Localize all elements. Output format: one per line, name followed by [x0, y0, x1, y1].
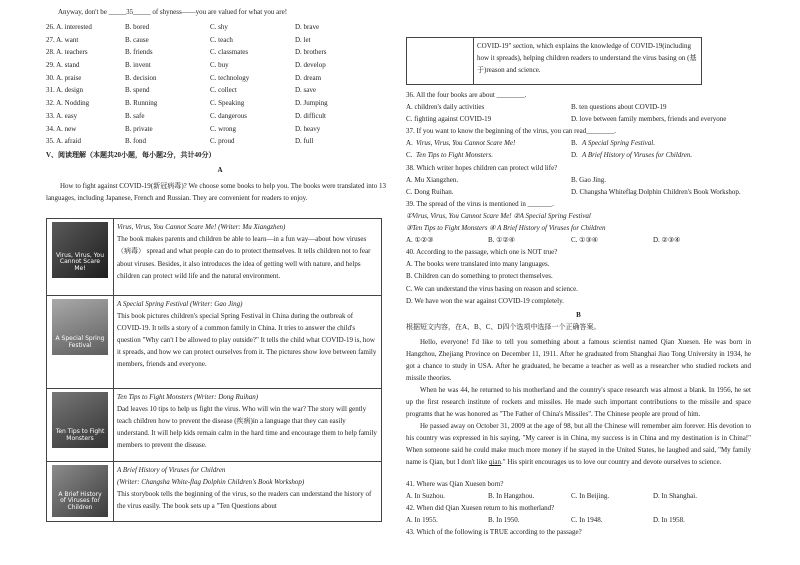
- passage-b-paragraph-2: When he was 44, he returned to his motherland and the country's space research was almost a blank. In 1956, he set up the first research institute of rockets and missiles. He made such important contributions to the missile and space programs that he was honored as "The Father of China's Missiles". The Chinese people are proud of him.: [406, 386, 751, 419]
- book-cover-image: A Special Spring Festival: [52, 299, 108, 355]
- cloze-option-row: [44, 99, 396, 112]
- book-row: [47, 296, 382, 389]
- passage-a-label: A: [217, 166, 223, 174]
- option-d: D. We have won the war against COVID-19 completely.: [406, 296, 564, 305]
- option-b: B. In Hangzhou.: [488, 492, 535, 501]
- option-c: C. buy: [210, 61, 229, 70]
- option-b: B. friends: [125, 48, 153, 57]
- book-cover-image: A Brief History of Viruses for Children: [52, 465, 108, 517]
- option-c: Ten Tips to Fight Monsters.: [416, 151, 493, 160]
- option-d: D. In Shanghai.: [653, 492, 697, 501]
- option-a: 33. A. easy: [46, 111, 78, 120]
- option-b: B. spend: [125, 86, 150, 95]
- questions-36-40: [406, 91, 751, 309]
- option-c: C. technology: [210, 73, 250, 82]
- passage-b-instructions: 根据短文内容，在A、B、C、D四个选项中选择一个正确答案。: [406, 323, 601, 331]
- book-desc-cell: [114, 296, 382, 389]
- option-d: D. love between family members, friends and everyone: [571, 115, 727, 124]
- questions-41-43: [406, 480, 751, 540]
- option-a: 26. A. interested: [46, 23, 92, 31]
- book-desc-cell: [474, 38, 702, 85]
- option-b-label: B.: [571, 139, 578, 148]
- option-a: 28. A. teachers: [46, 48, 88, 57]
- cloze-option-row: [44, 137, 396, 150]
- option-c: C. In 1948.: [571, 516, 603, 525]
- book-cover-image: Ten Tips to Fight Monsters: [52, 392, 108, 448]
- section-title: V、阅读理解（本题共20小题，每小题2分，共计40分）: [46, 151, 216, 159]
- question-38: 38. Which writer hopes children can protect wild life?: [406, 163, 558, 172]
- option-d: D. In 1958.: [653, 516, 685, 525]
- question-37: 37. If you want to know the beginning of the virus, you can read________.: [406, 127, 616, 136]
- book-text: This storybook tells the beginning of the virus, so the readers can understand the history of the virus easily. The book sets up a "Ten Questions about: [117, 490, 372, 511]
- book-desc-cell: [114, 462, 382, 522]
- option-c: C. Speaking: [210, 99, 245, 108]
- option-b: B. safe: [125, 111, 145, 120]
- option-a: 32. A. Nodding: [46, 99, 90, 108]
- option-d: D. brave: [295, 23, 320, 31]
- option-c: C. shy: [210, 23, 228, 31]
- book-writer: (Writer: Changsha White-flag Dolphin Children's Book Workshop): [117, 478, 305, 487]
- cloze-option-row: [44, 112, 396, 125]
- option-d-label: D.: [571, 151, 578, 160]
- question-42: 42. When did Qian Xuesen return to his motherland?: [406, 504, 555, 513]
- option-d: D. develop: [295, 61, 326, 70]
- cloze-option-row: [44, 36, 396, 49]
- question-43: 43. Which of the following is TRUE according to the passage?: [406, 528, 582, 537]
- cloze-option-row: [44, 23, 396, 36]
- book-title: A Special Spring Festival (Writer: Gao Jing): [117, 300, 243, 308]
- option-c: C. dangerous: [210, 111, 247, 120]
- book-desc-cell: [114, 389, 382, 462]
- option-c: C. proud: [210, 137, 235, 146]
- option-a: A. children's daily activities: [406, 103, 485, 112]
- option-b: B. Children can do something to protect themselves.: [406, 272, 553, 281]
- book-cover-cell: [407, 38, 474, 85]
- cloze-option-row: [44, 86, 396, 99]
- book-cover-cell: [47, 219, 114, 296]
- book-title: Virus, Virus, You Cannot Scare Me! (Writer: Mu Xiangzhen): [117, 223, 286, 231]
- option-b: B. Gao Jing.: [571, 175, 606, 184]
- book-row: [47, 389, 382, 462]
- book-title: A Brief History of Viruses for Children: [117, 466, 226, 474]
- passage-a-intro: How to fight against COVID-19(新冠病毒)? We choose some books to help you. The books were translated into 13 languages, including Japanese, French and Russian. They are convenient for readers to enjoy.: [46, 182, 386, 202]
- option-d: D. brothers: [295, 48, 327, 57]
- option-a: Virus, Virus, You Cannot Scare Me!: [416, 139, 516, 148]
- cloze-options: [44, 23, 396, 150]
- option-c: C. classmates: [210, 48, 249, 57]
- passage-b-paragraph-1: Hello, everyone! I'd like to tell you something about a famous scientist named Qian Xuesen. He was born in Hangzhou, Zhejiang Province on December 11, 1911. After he graduated from Shanghai Jiao Tong University in 1934, he got a chance to study in USA. After he graduated, he became a teacher as well as a researcher who studied rockets and missile theories.: [406, 338, 751, 383]
- option-a: 29. A. stand: [46, 61, 80, 70]
- book-desc-cell: [114, 219, 382, 296]
- option-a: 31. A. design: [46, 86, 83, 95]
- option-b: B. cause: [125, 35, 149, 44]
- cloze-option-row: [44, 48, 396, 61]
- option-c: C. Dong Ruihan.: [406, 187, 454, 196]
- option-d: D. let: [295, 35, 311, 44]
- option-d: D. difficult: [295, 111, 326, 120]
- option-c: C. wrong: [210, 124, 237, 133]
- option-b: B. ①②④: [488, 236, 515, 245]
- option-c: C. In Beijing.: [571, 492, 610, 501]
- option-c: C. ①③④: [571, 236, 598, 245]
- books-table: [46, 218, 382, 522]
- option-c: C. teach: [210, 35, 233, 44]
- option-d: D. full: [295, 137, 314, 146]
- book-row: [47, 219, 382, 296]
- option-a: 35. A. afraid: [46, 137, 81, 146]
- book-text: The book makes parents and children be able to learn—in a fun way—about how viruses（病毒） spread and what people can do to protect themselves. It tells children not to fear about viruses. Besides, it also introduces the idea of getting well with nature, and helps children can protect wild life and the natural environment.: [117, 235, 371, 280]
- option-b: B. Running: [125, 99, 158, 108]
- option-b: B. In 1950.: [488, 516, 520, 525]
- option-a: A. Mu Xiangzhen.: [406, 175, 459, 184]
- question-39-list: ①Virus, Virus, You Cannot Scare Me! ②A Special Spring Festival: [406, 211, 591, 220]
- book-cover-image: Virus, Virus, You Cannot Scare Me!: [52, 222, 108, 278]
- underlined-word: qian: [488, 458, 501, 467]
- cloze-option-row: [44, 125, 396, 138]
- book-cover-cell: [47, 462, 114, 522]
- option-b: B. ten questions about COVID-19: [571, 103, 667, 112]
- question-40: 40. According to the passage, which one is NOT true?: [406, 248, 558, 257]
- option-b: B. bored: [125, 23, 150, 31]
- option-a: A. In 1955.: [406, 516, 438, 525]
- book-text: Dad leaves 10 tips to help us fight the virus. Who will win the war? The story will gently teach children how to prevent the disease (疾病)in a language that they can easily understand. It will help kids remain calm in the hard time and encourage them to help family members to prevent the disease.: [117, 405, 377, 450]
- book-title: Ten Tips to Fight Monsters (Writer: Dong Ruihan): [117, 393, 259, 401]
- passage-b-label: B: [576, 311, 581, 319]
- books-table-continued: [406, 37, 702, 85]
- option-c-label: C.: [406, 151, 413, 160]
- option-a: A. The books were translated into many languages.: [406, 260, 550, 269]
- option-b: B. decision: [125, 73, 157, 82]
- option-d: A Brief History of Viruses for Children.: [582, 151, 693, 160]
- question-36: 36. All the four books are about ________.: [406, 91, 527, 99]
- option-b: B. fond: [125, 137, 146, 146]
- option-a: A. In Suzhou.: [406, 492, 445, 501]
- option-a: 27. A. want: [46, 35, 79, 44]
- option-b: B. private: [125, 124, 153, 133]
- option-a-label: A.: [406, 139, 413, 148]
- option-a: 34. A. new: [46, 124, 77, 133]
- option-b: B. invent: [125, 61, 151, 70]
- option-c: C. collect: [210, 86, 237, 95]
- book-row: [47, 462, 382, 522]
- option-d: D. save: [295, 86, 316, 95]
- book-text: This book pictures children's special Spring Festival in China during the outbreak of COVID-19. It tells a story of a common family in China. It tries to answer the child's question "Why can't I be allowed to play outside?" It tells the child what COVID-19 is, how it spreads, and how we can protect ourselves from it. The pictures show love between family members, friends and everyone.: [117, 312, 377, 369]
- cloze-option-row: [44, 74, 396, 87]
- option-a: A. ①②③: [406, 236, 434, 245]
- question-39: 39. The spread of the virus is mentioned in _______.: [406, 199, 554, 208]
- option-c: C. fighting against COVID-19: [406, 115, 492, 124]
- book-cover-cell: [47, 389, 114, 462]
- book-text: COVID-19" section, which explains the knowledge of COVID-19(including how it spreads), helping children readers to understand the virus basing on (基于)reason and science.: [477, 42, 697, 75]
- book-row: [407, 38, 702, 85]
- option-d: D. dream: [295, 73, 322, 82]
- option-d: D. Changsha Whiteflag Dolphin Children's Book Workshop.: [571, 187, 741, 196]
- cloze-last-line: Anyway, don't be _____35_____ of shyness——you are valued for what you are!: [58, 8, 288, 16]
- question-39-list: ③Ten Tips to Fight Monsters ④ A Brief History of Viruses for Children: [406, 224, 606, 233]
- option-a: 30. A. praise: [46, 73, 82, 82]
- option-d: D. heavy: [295, 124, 321, 133]
- question-41: 41. Where was Qian Xuesen born?: [406, 480, 504, 488]
- option-c: C. We can understand the virus basing on reason and science.: [406, 284, 578, 293]
- option-d: D. ②③④: [653, 236, 681, 245]
- cloze-option-row: [44, 61, 396, 74]
- book-cover-cell: [47, 296, 114, 389]
- passage-b-paragraph-3: He passed away on October 31, 2009 at the age of 98, but all the Chinese will remember aim forever. His devotion to his country was expressed in his saying, "My career is in China, my success is in China and my destination is in China!" When someone said he could make much more money if he stayed in the United States, he laughed and said, "My family name is Qian, but I don't like qian." His spirit encourages us to love our country and devote ourselves to science.: [406, 422, 751, 467]
- option-d: D. Jumping: [295, 99, 328, 108]
- option-b: A Special Spring Festival.: [582, 139, 655, 148]
